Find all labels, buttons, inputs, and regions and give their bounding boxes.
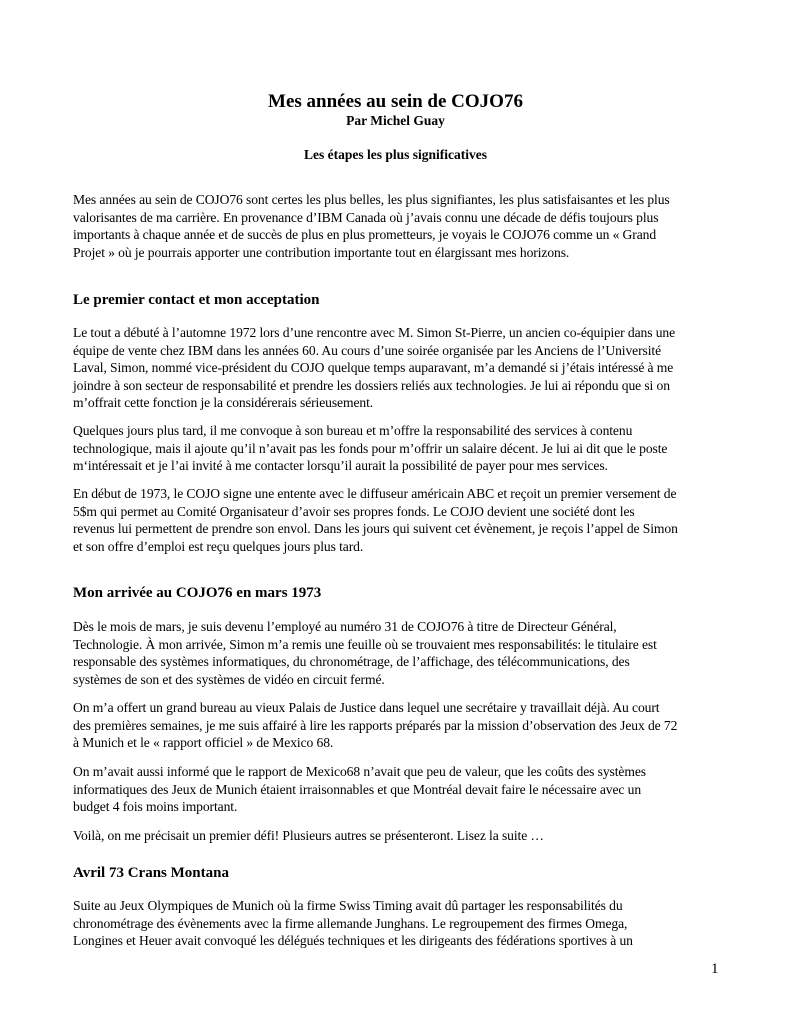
text-line: Dès le mois de mars, je suis devenu l’employé au numéro 31 de COJO76 à titre de Directeur Général,: [73, 619, 617, 634]
text-line: budget 4 fois moins important.: [73, 799, 238, 814]
text-line: Longines et Heuer avait convoqué les délégués techniques et les dirigeants des fédérations sportives à un: [73, 933, 633, 948]
text-line: 5$m qui permet au Comité Organisateur d’avoir ses propres fonds. Le COJO devient une société dont les: [73, 503, 635, 519]
text-line: revenus lui permettent de prendre son envol. Dans les jours qui suivent cet évènement, je reçois l’appel de Simon: [73, 521, 678, 536]
text-line: joindre à son secteur de responsabilité et prendre les dossiers reliés aux technologies. Je lui ai répondu que si on: [73, 377, 670, 393]
paragraph: [73, 897, 733, 950]
text-line: Technologie. À mon arrivée, Simon m’a remis une feuille où se trouvaient mes responsabilités: le titulaire est: [73, 636, 657, 652]
text-line: Voilà, on me précisait un premier défi! Plusieurs autres se présenteront. Lisez la suite …: [73, 828, 544, 843]
text-line: importants à chaque année et de succès de plus en plus prometteurs, je voyais le COJO76 comme un « Grand: [73, 227, 657, 242]
paragraph: [73, 324, 733, 412]
section-heading: Mon arrivée au COJO76 en mars 1973: [73, 585, 322, 601]
text-line: On m’avait aussi informé que le rapport de Mexico68 n’avait que peu de valeur, que les coûts des systèmes: [73, 764, 646, 779]
paragraph: [73, 485, 733, 555]
text-line: m’offrait cette fonction je la considérerais sérieusement.: [73, 395, 374, 410]
intro-paragraph: [73, 191, 733, 261]
text-line: m‘intéressait et je l’ai invité à me contacter lorsqu’il aurait la possibilité de payer pour mes services.: [73, 458, 608, 473]
text-line: systèmes de son et des systèmes de vidéo en circuit fermé.: [73, 671, 385, 687]
paragraph: [73, 827, 733, 845]
text-line: et son offre d’emploi est reçu quelques jours plus tard.: [73, 538, 364, 554]
text-line: On m’a offert un grand bureau au vieux Palais de Justice dans lequel une secrétaire y travaillait déjà. Au court: [73, 700, 660, 715]
document-title: Mes années au sein de COJO76: [268, 91, 523, 112]
text-line: des premières semaines, je me suis affairé à lire les rapports préparés par la mission d’observation des Jeux de 72: [73, 717, 678, 733]
text-line: Suite au Jeux Olympiques de Munich où la firme Swiss Timing avait dû partager les responsabilités du: [73, 898, 623, 913]
document-author: Par Michel Guay: [346, 113, 445, 128]
text-line: En début de 1973, le COJO signe une entente avec le diffuseur américain ABC et reçoit un premier versement de: [73, 486, 677, 501]
text-line: Le tout a débuté à l’automne 1972 lors d’une rencontre avec M. Simon St-Pierre, un ancien co-équipier dans une: [73, 325, 676, 340]
text-line: chronométrage des évènements avec la firme allemande Junghans. Le regroupement des firmes Omega,: [73, 915, 628, 931]
text-line: équipe de vente chez IBM dans les années 60. Au cours d’une soirée organisée par les Anciens de l’Université: [73, 342, 662, 358]
page-number: 1: [711, 961, 719, 977]
paragraph: [73, 699, 733, 752]
section-heading: Le premier contact et mon acceptation: [73, 292, 320, 308]
document-subtitle: Les étapes les plus significatives: [303, 147, 487, 162]
text-line: valorisantes de ma carrière. En provenance d’IBM Canada où j’avais connu une décade de défis toujours plus: [73, 209, 659, 225]
paragraph: [73, 763, 733, 816]
text-line: informatiques des Jeux de Munich étaient irraisonnables et que Montréal devait faire le nécessaire avec un: [73, 781, 642, 797]
paragraph: [73, 422, 733, 475]
paragraph: [73, 618, 733, 688]
text-line: responsable des systèmes informatiques, du chronométrage, de l’affichage, des télécommunications, des: [73, 654, 630, 669]
text-line: à Munich et le « rapport officiel » de Mexico 68.: [73, 735, 334, 750]
text-line: Projet » où je pourrais apporter une contribution importante tout en élargissant mes horizons.: [73, 244, 570, 260]
text-line: Laval, Simon, nommé vice-président du COJO quelque temps auparavant, m’a demandé si j’étais intéressé à me: [73, 360, 674, 375]
section-heading: Avril 73 Crans Montana: [73, 865, 229, 881]
text-line: Quelques jours plus tard, il me convoque à son bureau et m’offre la responsabilité des services à contenu: [73, 423, 633, 438]
text-line: Mes années au sein de COJO76 sont certes les plus belles, les plus signifiantes, les plus satisfaisantes et les plus: [73, 192, 670, 207]
text-line: technologique, mais il ajoute qu’il n’avait pas les fonds pour m’offrir un salaire décent. Je lui ai dit que le poste: [73, 440, 668, 456]
